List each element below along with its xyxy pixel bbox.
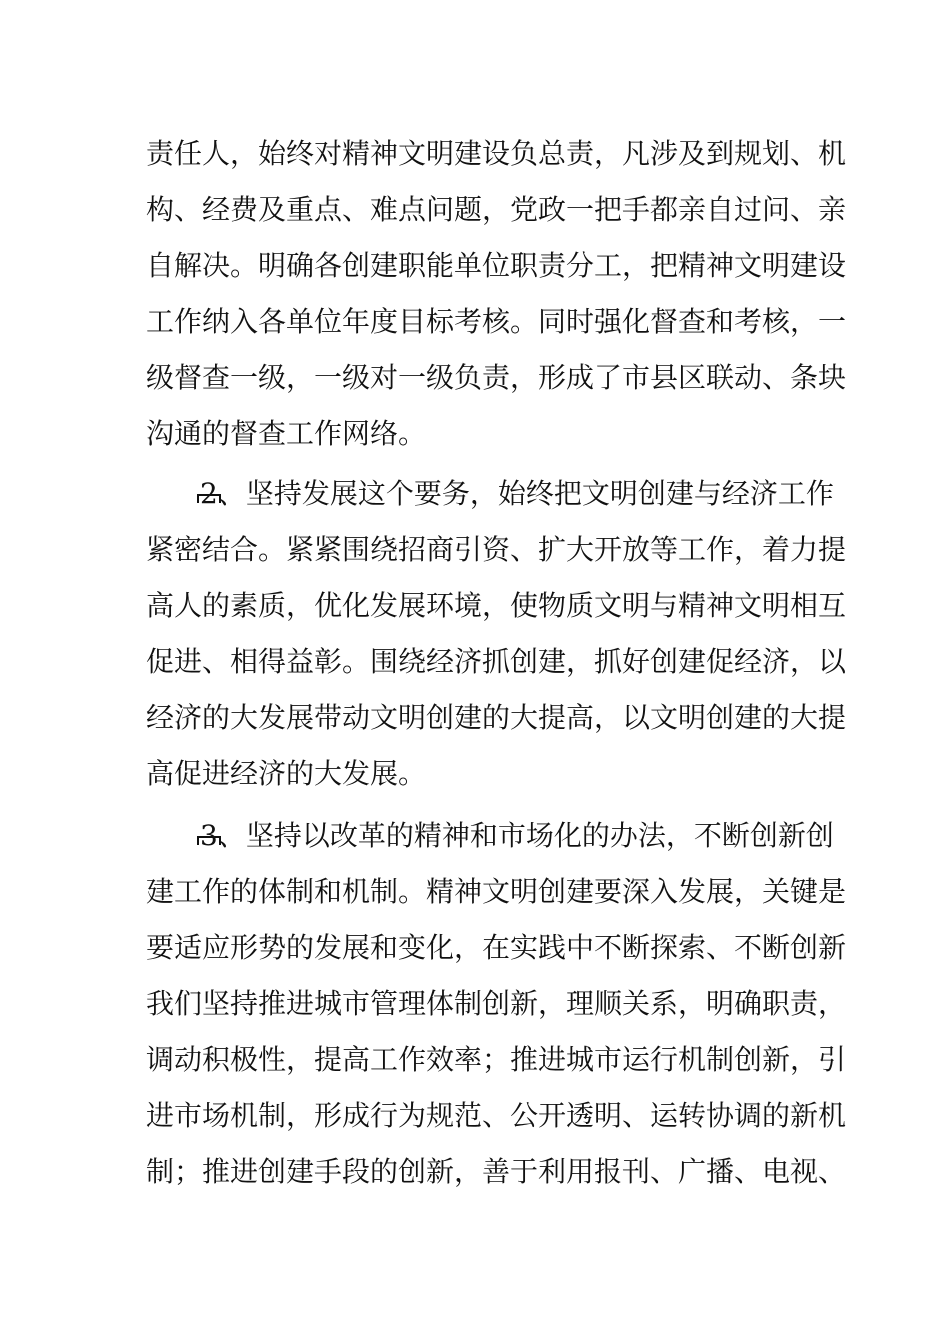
text-line: 高促进经济的大发展。	[146, 757, 427, 790]
text-line: 制；推进创建手段的创新，善于利用报刊、广播、电视、	[146, 1155, 847, 1188]
text-line: 调动积极性，提高工作效率；推进城市运行机制创新，引	[146, 1043, 847, 1076]
text-line: 2、坚持发展这个要务，始终把文明创建与经济工作	[200, 477, 834, 510]
text-line: 3、坚持以改革的精神和市场化的办法，不断创新创	[200, 819, 834, 852]
text-line: 要适应形势的发展和变化，在实践中不断探索、不断创新	[146, 931, 847, 964]
text-line: 紧密结合。紧紧围绕招商引资、扩大开放等工作，着力提	[146, 533, 847, 566]
text-line: 责任人，始终对精神文明建设负总责，凡涉及到规划、机	[146, 137, 847, 170]
text-line: 我们坚持推进城市管理体制创新，理顺关系，明确职责，	[146, 987, 847, 1020]
text-line: 经济的大发展带动文明创建的大提高，以文明创建的大提	[146, 701, 847, 734]
text-line: 高人的素质，优化发展环境，使物质文明与精神文明相互	[146, 589, 847, 622]
text-line: 级督查一级，一级对一级负责，形成了市县区联动、条块	[146, 361, 847, 394]
text-line: 建工作的体制和机制。精神文明创建要深入发展，关键是	[146, 875, 847, 908]
text-line: 促进、相得益彰。围绕经济抓创建，抓好创建促经济，以	[146, 645, 847, 678]
text-line: 沟通的督查工作网络。	[146, 417, 427, 450]
text-line: 构、经费及重点、难点问题，党政一把手都亲自过问、亲	[146, 193, 847, 226]
text-line: 自解决。明确各创建职能单位职责分工，把精神文明建设	[146, 249, 847, 282]
text-line: 工作纳入各单位年度目标考核。同时强化督查和考核，一	[146, 305, 847, 338]
text-line: 进市场机制，形成行为规范、公开透明、运转协调的新机	[146, 1099, 847, 1132]
